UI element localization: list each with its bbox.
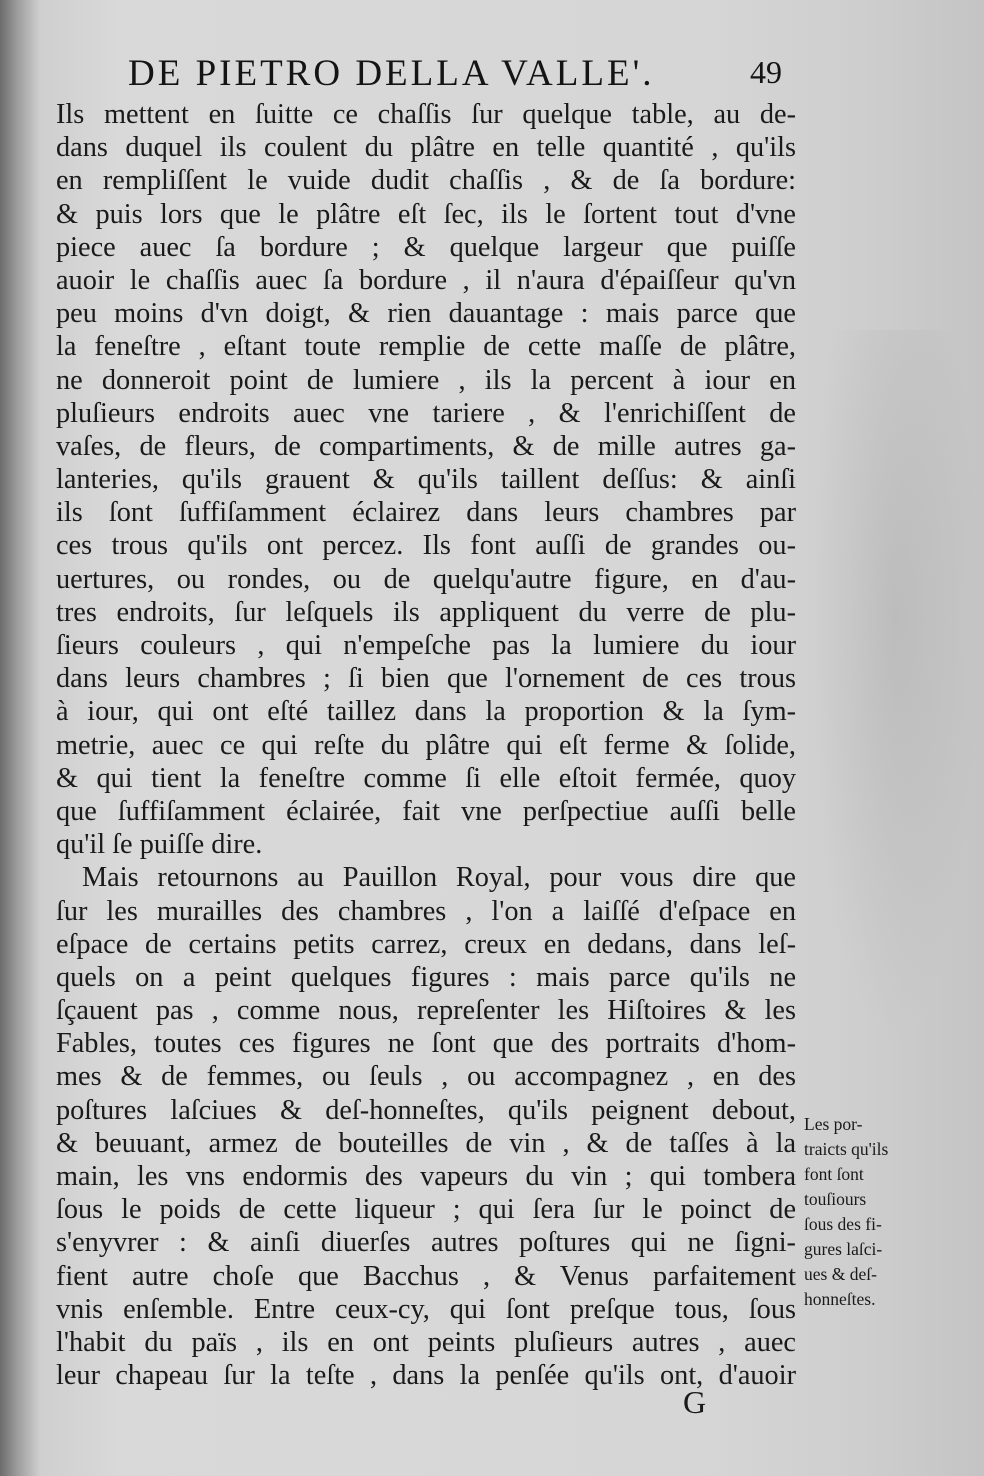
text-line: Ils mettent en ſuitte ce chaſſis ſur quelque table, au de- [56, 99, 796, 130]
text-line: auoir le chaſſis auec ſa bordure , il n'aura d'épaiſſeur qu'vn [56, 264, 796, 296]
text-line: en rempliſſent le vuide dudit chaſſis , & de ſa bordure: [56, 165, 796, 197]
marginal-note-line: font ſont [804, 1164, 864, 1184]
text-line: qu'il ſe puiſſe dire. [56, 829, 263, 861]
text-line: main, les vns endormis des vapeurs du vin ; qui tombera [56, 1161, 796, 1192]
text-line: l'habit du païs , ils en ont peints pluſieurs autres , auec [56, 1326, 796, 1358]
text-line: & qui tient la feneſtre comme ſi elle eſtoit fermée, quoy [56, 762, 796, 794]
marginal-note-line: traicts qu'ils [804, 1139, 889, 1159]
text-line: uertures, ou rondes, ou de quelqu'autre figure, en d'au- [56, 563, 796, 595]
text-line: ſous le poids de cette liqueur ; qui ſera ſur le poinct de [56, 1194, 796, 1226]
page-header [128, 52, 808, 102]
text-line: que ſuffiſamment éclairée, fait vne perſpectiue auſſi belle [56, 795, 796, 827]
text-line: quels on a peint quelques figures : mais parce qu'ils ne [56, 961, 796, 993]
text-line: s'enyvrer : & ainſi diuerſes autres poſtures qui ne ſigni- [56, 1227, 796, 1259]
text-line: mes & de femmes, ou ſeuls , ou accompagnez , en des [56, 1061, 796, 1093]
text-line: lanteries, qu'ils grauent & qu'ils taillent deſſus: & ainſi [56, 464, 796, 496]
paragraph-2 [56, 861, 796, 1392]
marginal-note-line: Les por- [804, 1114, 863, 1134]
text-line: dans duquel ils coulent du plâtre en telle quantité , qu'ils [56, 132, 796, 164]
page-number: 49 [750, 54, 782, 90]
text-line: tres endroits, ſur leſquels ils appliquent du verre de plu- [56, 596, 796, 628]
marginal-note-line: touſiours [804, 1189, 867, 1209]
marginal-note-line: gures laſci- [804, 1239, 883, 1259]
text-line: metrie, auec ce qui reſte du plâtre qui eſt ferme & ſolide, [56, 729, 796, 761]
text-line: Fables, toutes ces figures ne ſont que des portraits d'hom- [56, 1028, 796, 1060]
paragraph-1 [56, 98, 796, 861]
text-line: piece auec ſa bordure ; & quelque largeur que puiſſe [56, 231, 796, 263]
text-line: ne donneroit point de lumiere , ils la percent à iour en [56, 364, 796, 396]
text-line: ils ſont ſuffiſamment éclairez dans leurs chambres par [56, 497, 796, 529]
text-line: fient autre choſe que Bacchus , & Venus parfaitement [56, 1260, 796, 1292]
text-line: à iour, qui ont eſté taillez dans la proportion & la ſym- [56, 696, 796, 728]
text-line: & puis lors que le plâtre eſt ſec, ils le ſortent tout d'vne [56, 198, 796, 230]
running-title: DE PIETRO DELLA VALLE'. [128, 53, 655, 94]
text-line: la feneſtre , eſtant toute remplie de cette maſſe de plâtre, [56, 331, 796, 363]
text-line: pluſieurs endroits auec vne tariere , & l'enrichiſſent de [56, 397, 796, 429]
text-line: peu moins d'vn doigt, & rien dauantage : mais parce que [56, 298, 796, 330]
main-text [56, 98, 796, 1392]
text-line: ſur les murailles des chambres , l'on a laiſſé d'eſpace en [56, 895, 796, 927]
text-line: ſçauent pas , comme nous, repreſenter les Hiſtoires & les [56, 995, 796, 1027]
text-line: dans leurs chambres ; ſi bien que l'ornement de ces trous [56, 663, 796, 695]
text-line: Mais retournons au Pauillon Royal, pour vous dire que [82, 862, 796, 894]
text-line: vaſes, de fleurs, de compartiments, & de mille autres ga- [56, 430, 796, 462]
marginal-note-line: ſous des fi- [804, 1214, 882, 1234]
text-line: ſieurs couleurs , qui n'empeſche pas la lumiere du iour [56, 630, 796, 661]
text-line: & beuuant, armez de bouteilles de vin , & de taſſes à la [56, 1127, 796, 1159]
text-line: ces trous qu'ils ont percez. Ils font auſſi de grandes ou- [56, 530, 796, 562]
text-line: eſpace de certains petits carrez, creux en dedans, dans leſ- [56, 928, 796, 960]
text-line: vnis enſemble. Entre ceux-cy, qui ſont preſque tous, ſous [56, 1293, 796, 1325]
signature-mark: G [683, 1384, 707, 1420]
marginal-note [804, 1112, 934, 1312]
text-line: poſtures laſciues & deſ-honneſtes, qu'ils peignent debout, [56, 1094, 796, 1126]
marginal-note-line: ues & deſ- [804, 1264, 877, 1284]
text-line: leur chapeau ſur la teſte , dans la penſée qu'ils ont, d'auoir [56, 1360, 796, 1392]
marginal-note-line: honneſtes. [804, 1289, 876, 1309]
show-through-shadow [810, 330, 980, 1050]
